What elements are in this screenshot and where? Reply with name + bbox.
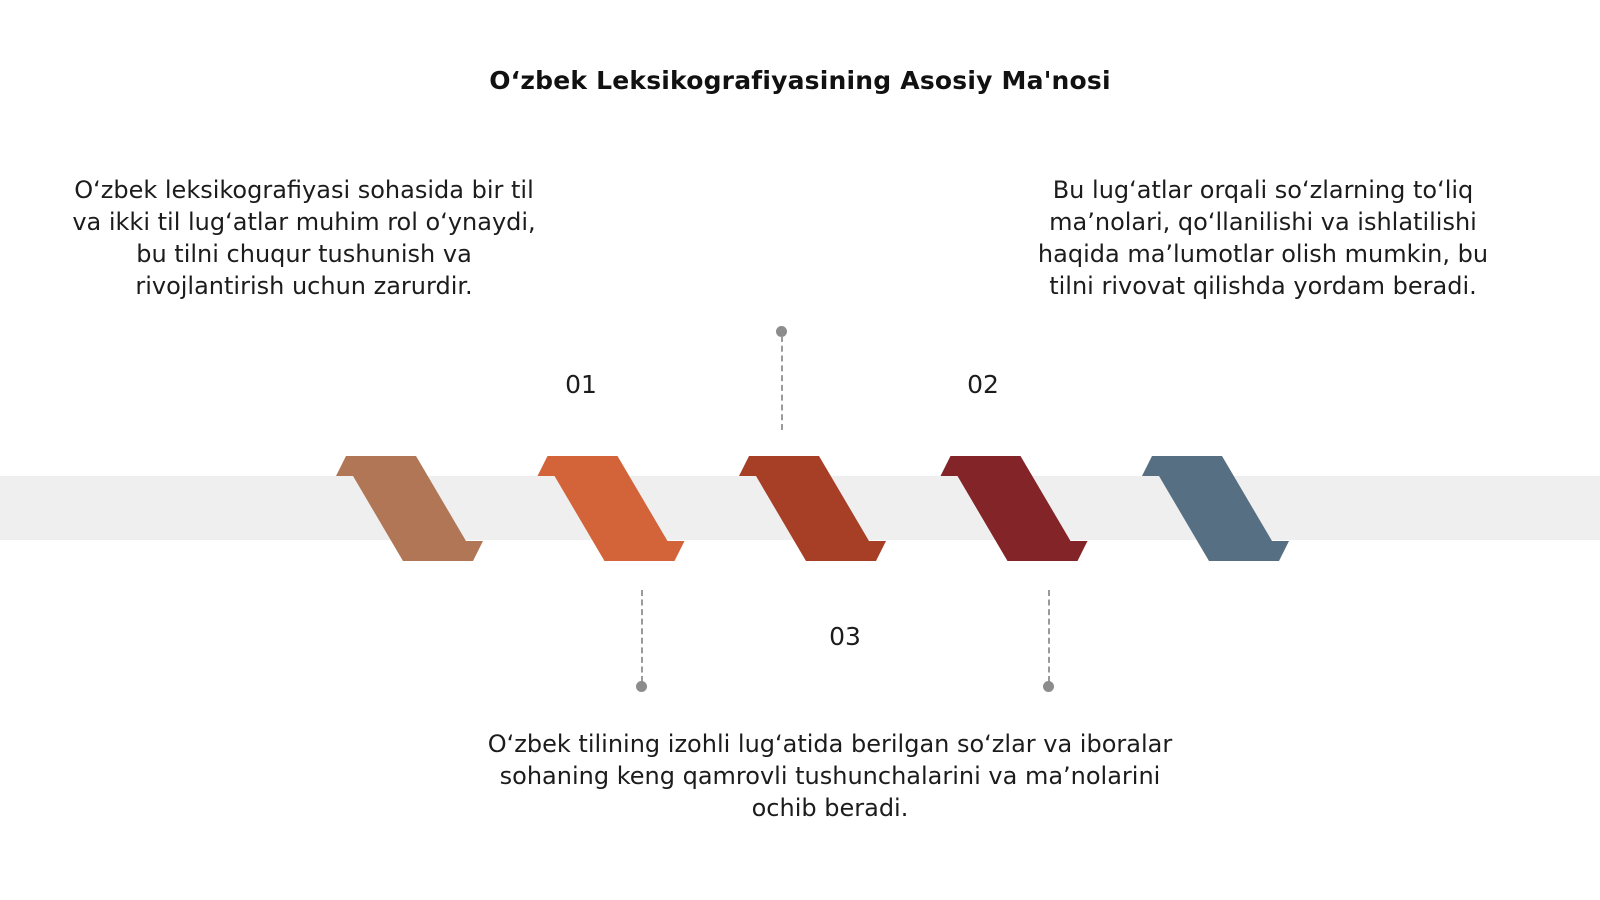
step-03-description: O‘zbek tilining izohli lug‘atida berilgan so‘zlar va iboralar sohaning keng qamrovli tushunchalarini va ma’nolarini ochib beradi. (487, 730, 1173, 822)
arrow-shape-3 (739, 456, 886, 561)
step-02-number: 02 (967, 370, 999, 399)
step-01-number: 01 (565, 370, 597, 399)
arrow-shape-2 (538, 456, 685, 561)
step-02-description: Bu lug‘atlar orqali so‘zlarning to‘liq ma’nolari, qo‘llanilishi va ishlatilishi haqida ma’lumotlar olish mumkin, bu tilni rivovat qilishda yordam beradi. (1037, 176, 1489, 300)
arrow-shape-1 (336, 456, 483, 561)
arrow-shape-4 (941, 456, 1088, 561)
step-01-description: O‘zbek leksikografiyasi sohasida bir til va ikki til lug‘atlar muhim rol o‘ynaydi, bu tilni chuqur tushunish va rivojlantirish uchun zarurdir. (72, 176, 536, 300)
slide-title: O‘zbek Leksikografiyasining Asosiy Ma'nosi (489, 66, 1111, 95)
step-03-number: 03 (829, 622, 861, 651)
arrow-shape-5 (1142, 456, 1289, 561)
